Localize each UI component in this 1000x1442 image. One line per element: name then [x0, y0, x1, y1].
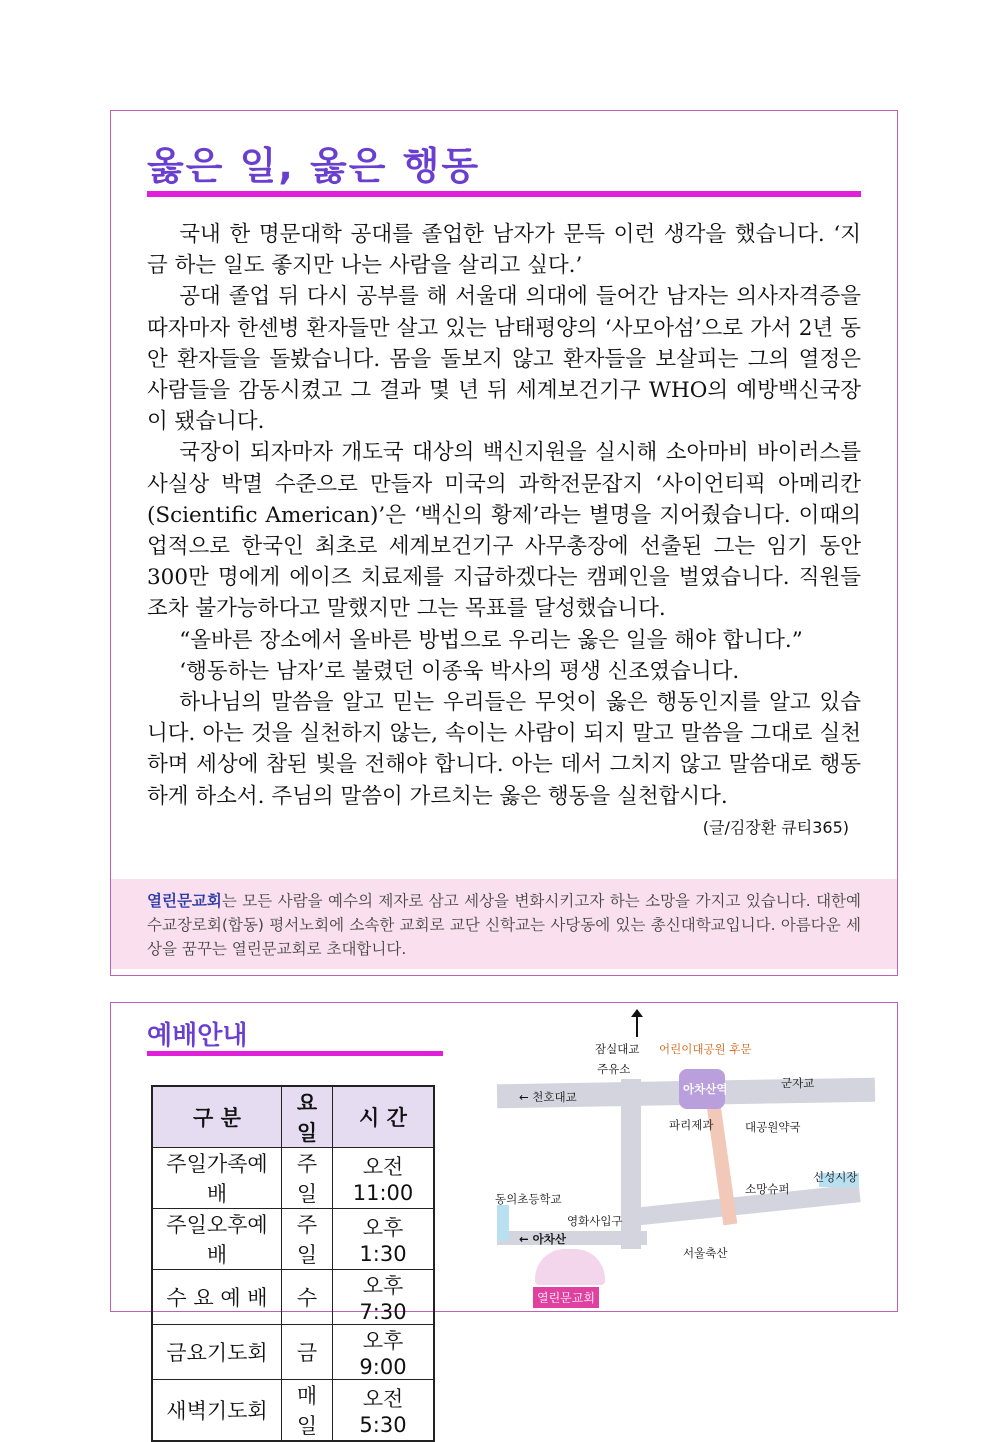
article-credit: (글/김장환 큐티365) [702, 817, 849, 837]
label-theater: 영화사입구 [567, 1214, 623, 1228]
cell: 새벽기도회 [152, 1380, 282, 1442]
label-dongui: 동의초등학교 [495, 1192, 562, 1206]
cell: 주일가족예배 [152, 1148, 282, 1209]
paragraph: 국장이 되자마자 개도국 대상의 백신지원을 실시해 소아마비 바이러스를 사실상 박멸 수준으로 만들자 미국의 과학전문잡지 ‘사이언티픽 아메리칸(Scientific American)’은 ‘백신의 황제’라는 별명을 지어줬습니다. 이때의 업적으로 한국인 최초로 세계보건기구 사무총장에 선출된 그는 임기 동안 300만 명에게 에이즈 치료제를 지급하겠다는 캠페인을 벌였습니다. 직원들조차 불가능하다고 말했지만 그는 목표를 달성했습니다. [147, 440, 861, 622]
cell: 매일 [282, 1380, 333, 1442]
article-body [147, 219, 861, 843]
church-promo [111, 879, 897, 969]
church-map [483, 1009, 891, 1309]
label-park: 어린이대공원 후문 [659, 1042, 752, 1056]
cell: 주일오후예배 [152, 1209, 282, 1270]
label-achasan: ← 아차산 [519, 1232, 566, 1246]
church-name: 열린문교회 [147, 892, 222, 910]
cell: 오후 7:30 [333, 1270, 435, 1325]
cell: 오전11:00 [333, 1148, 435, 1209]
label-paris: 파리제과 [669, 1118, 714, 1132]
label-gas: 주유소 [597, 1062, 631, 1076]
table-row [152, 1209, 434, 1270]
table-row [152, 1270, 434, 1325]
label-somang: 소망슈퍼 [745, 1182, 790, 1196]
road-lower [622, 1184, 861, 1227]
label-butcher: 서울축산 [683, 1246, 728, 1260]
cell: 오후 1:30 [333, 1209, 435, 1270]
cell: 주일 [282, 1148, 333, 1209]
paragraph: 공대 졸업 뒤 다시 공부를 해 서울대 의대에 들어간 남자는 의사자격증을 따자마자 한센병 환자들만 살고 있는 남태평양의 ‘사모아섬’으로 가서 2년 동안 환자들을 돌봤습니다. 몸을 돌보지 않고 환자들을 보살피는 그의 열정은 사람들을 감동시켰고 그 결과 몇 년 뒤 세계보건기구 WHO의 예방백신국장이 됐습니다. [147, 284, 861, 435]
col-header: 시 간 [333, 1086, 435, 1148]
article-box [110, 110, 898, 976]
label-cheonho: ← 천호대교 [519, 1090, 577, 1104]
paragraph: “올바른 장소에서 올바른 방법으로 우리는 옳은 일을 해야 합니다.” [179, 627, 803, 653]
cell: 오전 5:30 [333, 1380, 435, 1442]
paragraph-last [147, 687, 861, 837]
arrow-head-icon [631, 1009, 643, 1017]
table-row [152, 1148, 434, 1209]
label-daegong: 대공원약국 [745, 1120, 801, 1134]
cell: 금 [282, 1325, 333, 1380]
church-icon [535, 1249, 605, 1285]
cell: 주일 [282, 1209, 333, 1270]
label-gunja: 군자교 [781, 1076, 815, 1090]
label-jamsil: 잠실대교 [595, 1042, 640, 1056]
schedule-title: 예배안내 [147, 1021, 248, 1051]
schedule-underline [147, 1051, 443, 1056]
schedule-table [151, 1085, 435, 1442]
label-sinseong: 신성시장 [813, 1170, 858, 1184]
label-station: 아차산역 [683, 1082, 728, 1096]
cell: 수 [282, 1270, 333, 1325]
cell: 금요기도회 [152, 1325, 282, 1380]
table-header-row [152, 1086, 434, 1148]
table-row [152, 1380, 434, 1442]
paragraph: 국내 한 명문대학 공대를 졸업한 남자가 문득 이런 생각을 했습니다. ‘지금 하는 일도 좋지만 나는 사람을 살리고 싶다.’ [147, 222, 861, 279]
north-arrow-icon [636, 1015, 638, 1037]
col-header: 구 분 [152, 1086, 282, 1148]
article-title: 옳은 일, 옳은 행동 [147, 144, 481, 188]
col-header: 요일 [282, 1086, 333, 1148]
road-stub [497, 1205, 509, 1241]
title-underline [147, 191, 861, 197]
cell: 수 요 예 배 [152, 1270, 282, 1325]
cell: 오후 9:00 [333, 1325, 435, 1380]
label-church: 열린문교회 [533, 1287, 599, 1308]
promo-text: 는 모든 사람을 예수의 제자로 삼고 세상을 변화시키고자 하는 소망을 가지고 있습니다. 대한예수교장로회(합동) 평서노회에 소속한 교회로 교단 신학교는 사당동에 있는 총신대학교입니다. 아름다운 세상을 꿈꾸는 열린문교회로 초대합니다. [147, 892, 861, 958]
paragraph: ‘행동하는 남자’로 불렸던 이종욱 박사의 평생 신조였습니다. [179, 658, 740, 684]
table-row [152, 1325, 434, 1380]
paragraph: 하나님의 말씀을 알고 믿는 우리들은 무엇이 옳은 행동인지를 알고 있습니다. 아는 것을 실천하지 않는, 속이는 사람이 되지 말고 말씀을 그대로 실천하며 세상에 참된 빛을 전해야 합니다. 아는 데서 그치지 않고 말씀대로 행동하게 하소서. 주님의 말씀이 가르치는 옳은 행동을 실천합시다. [147, 690, 861, 809]
schedule-box [110, 1002, 898, 1438]
